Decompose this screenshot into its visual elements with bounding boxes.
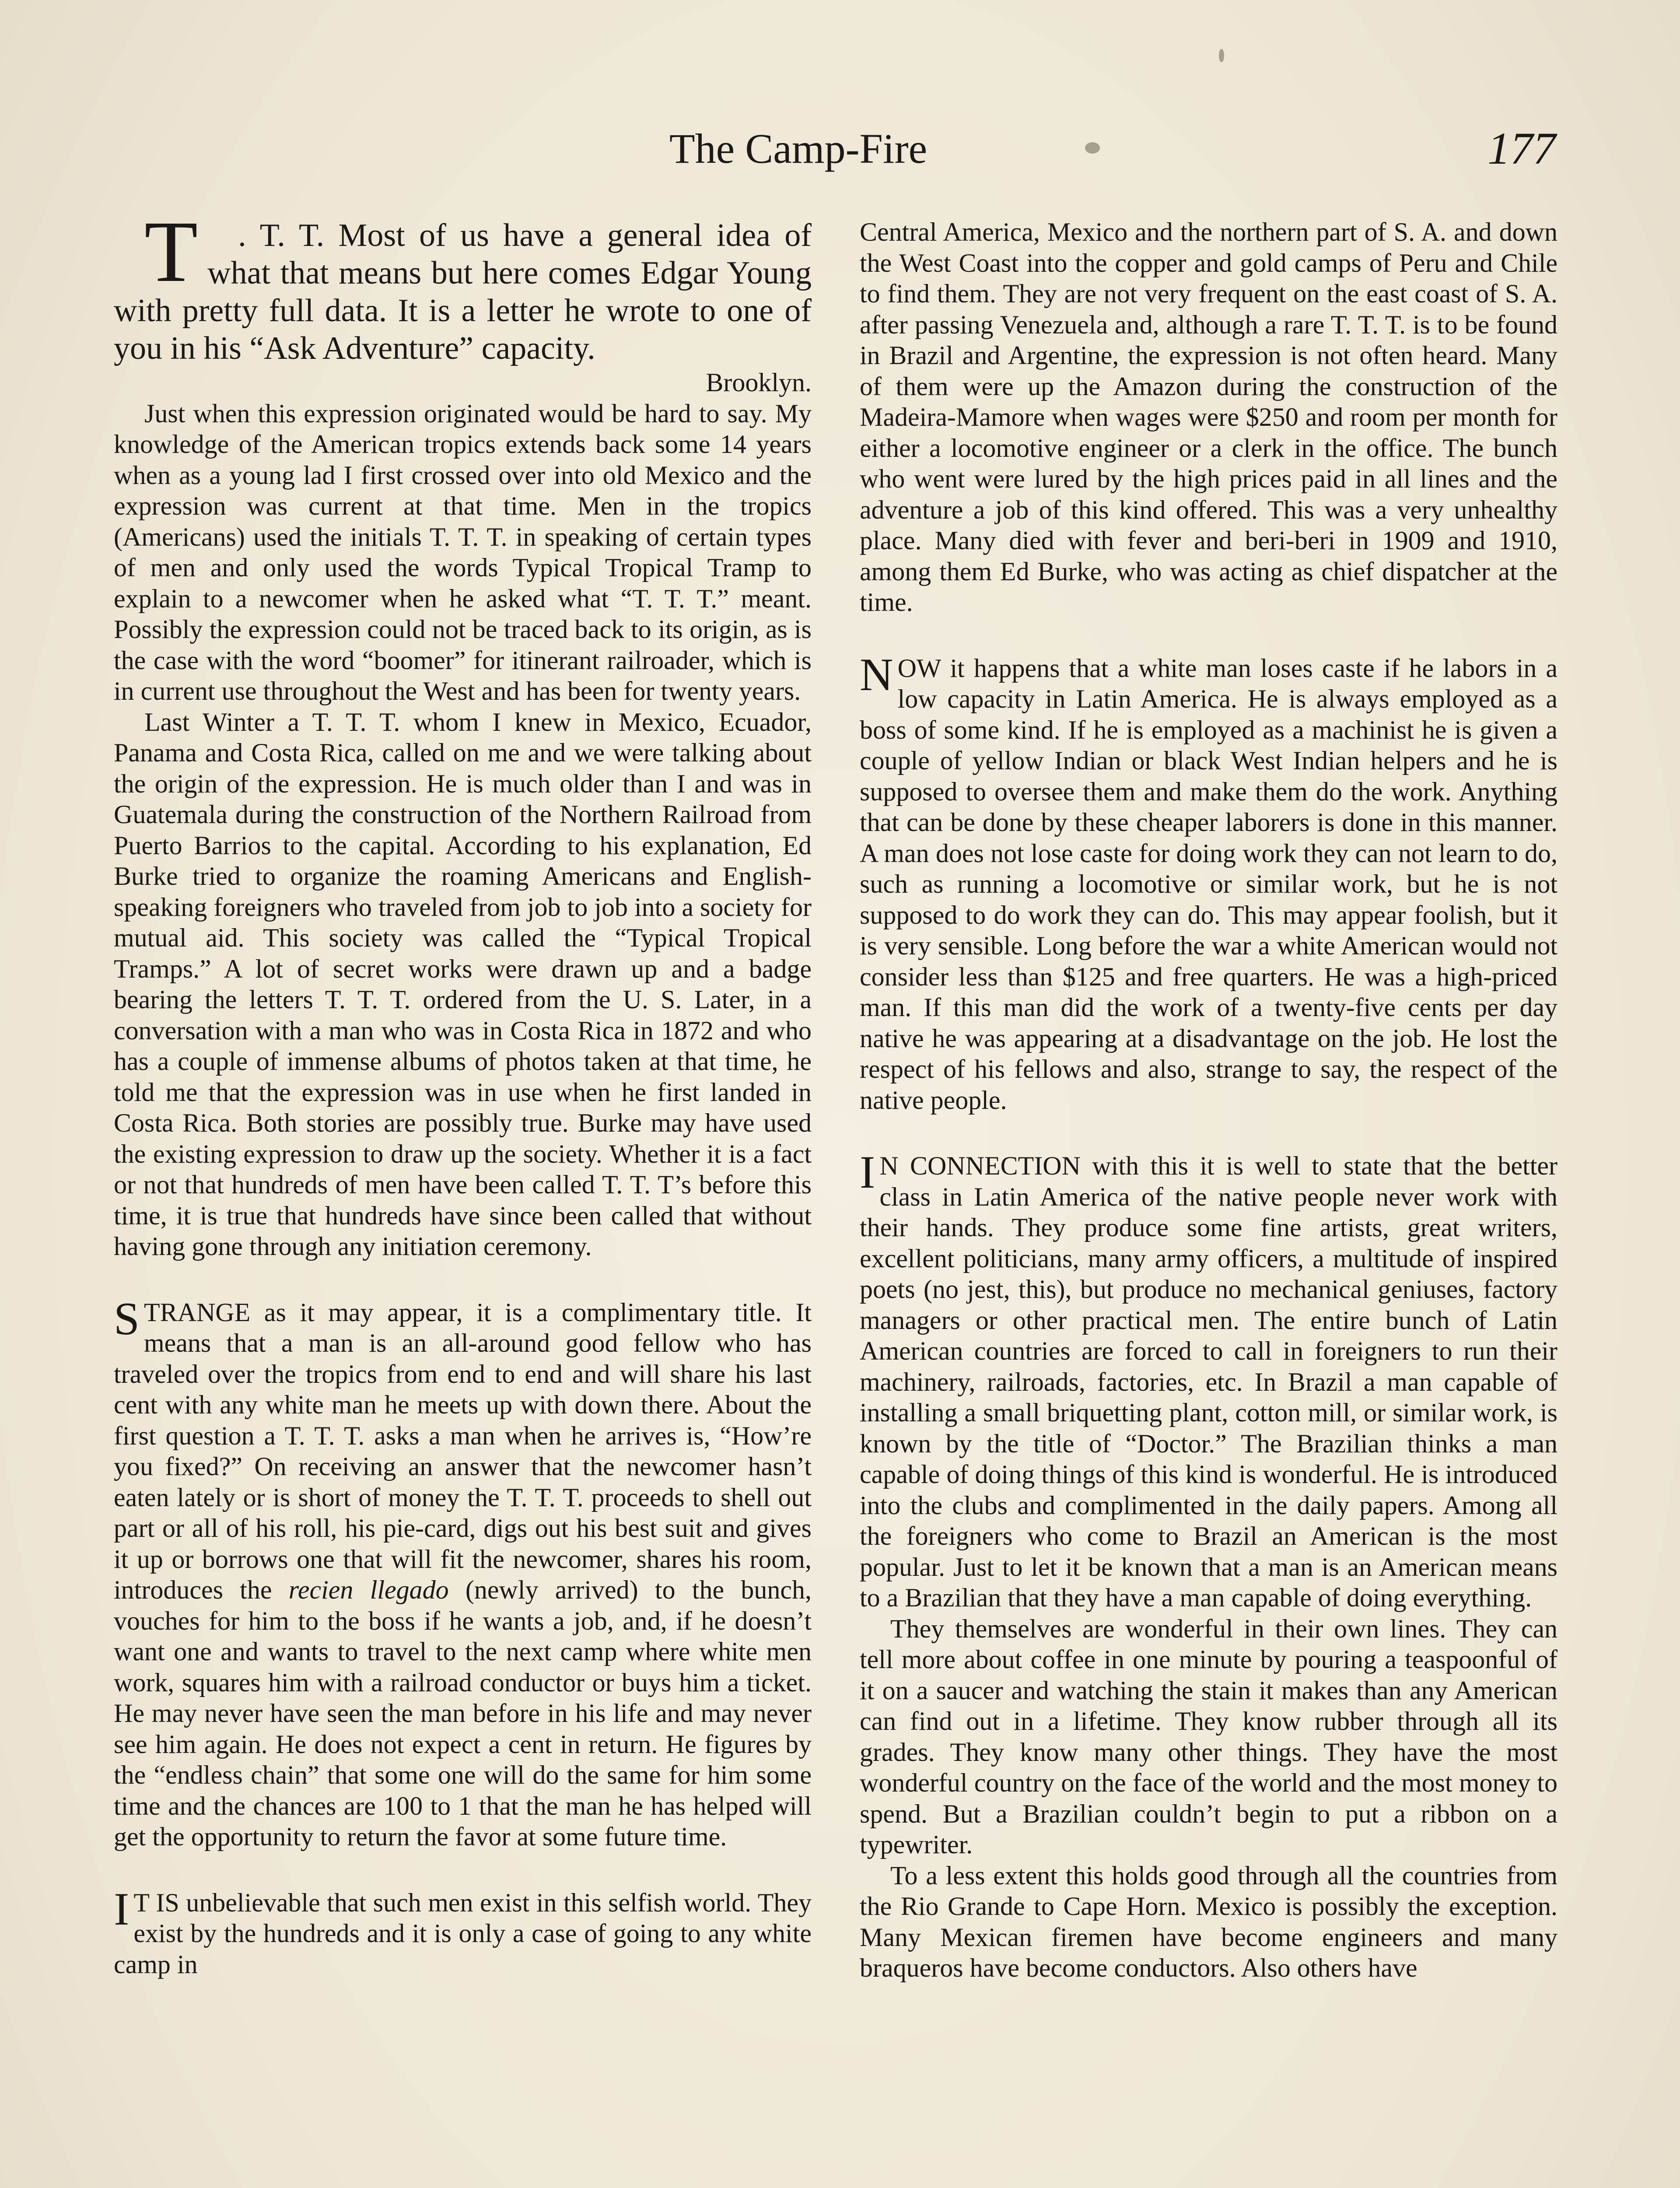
section-initial: N	[860, 649, 893, 700]
section-text: TRANGE as it may appear, it is a complimentary title. It means that a man is an all-around good fellow who has traveled over the tropics from end to end and will share his last cent with any white man he meets up with down there. About the first question a T. T. T. asks a man when he arrives is, “How’re you fixed?” On receiving an answer that the newcomer hasn’t eaten lately or is short of money the T. T. T. proceeds to shell out part or all of his roll, his pie-card, digs out his best suit and gives it up or borrows one that will fit the newcomer, shares his room, introduces the	[114, 1297, 812, 1604]
section-text: T IS unbelievable that such men exist in this selfish world. They exist by the hundreds and it is only a case of going to any white camp in	[114, 1888, 812, 1979]
section-text: N CONNECTION with this it is well to state that the better class in Latin America of the native people never work with their hands. They produce some fine artists, great writers, excellent politicians, many army officers, a multitude of inspired poets (no jest, this), but produce no mechanical geniuses, factory managers or other practical men. The entire bunch of Latin American countries are forced to call in foreigners to run their machinery, railroads, factories, etc. In Brazil a man capable of installing a small briquetting plant, cotton mill, or similar work, is known by the title of “Doctor.” The Brazilian thinks a man capable of doing things of this kind is wonderful. He is introduced into the clubs and complimented in the daily papers. Among all the foreigners who come to Brazil an American is the most popular. Just to let it be known that a man is an American means to a Brazilian that they have a man capable of doing everything.	[860, 1151, 1558, 1612]
intro-paragraph	[114, 203, 812, 367]
right-column	[860, 217, 1558, 1984]
section-initial: I	[860, 1147, 875, 1198]
section-text: (newly arrived) to the bunch, vouches for him to the boss if he wants a job, and, if he doesn’t want one and wants to travel to the next camp where white men work, squares him with a railroad conductor or buys him a ticket. He may never have seen the man before in his life and may never see him again. He does not expect a cent in return. He figures by the “endless chain” that some one will do the same for him some time and the chances are 100 to 1 that the man he has helped will get the opportunity to return the favor at some future time.	[114, 1575, 812, 1851]
section-initial: S	[114, 1293, 140, 1344]
page-header	[0, 120, 1680, 186]
ink-speck	[1219, 49, 1224, 62]
intro-text: . T. T. Most of us have a general idea of what that means but here comes Edgar Young with pretty full data. It is a letter he wrote to one of you in his “Ask Adventure” capacity.	[114, 217, 812, 366]
body-paragraph: They themselves are wonderful in their own lines. They can tell more about coffee in one minute by pouring a teaspoonful of it on a saucer and watching the stain it makes than any American can find out in a lifetime. They know rubber through all its grades. They know many other things. They have the most wonderful country on the face of the world and the most money to spend. But a Brazilian couldn’t begin to put a ribbon on a typewriter.	[860, 1614, 1558, 1859]
section-paragraph-strange	[114, 1293, 812, 1852]
section-initial: I	[114, 1883, 130, 1935]
section-paragraph-now	[860, 649, 1558, 1116]
left-column	[114, 203, 812, 1980]
italic-phrase: recien llegado	[288, 1575, 449, 1604]
section-paragraph-connection	[860, 1147, 1558, 1613]
running-title: The Camp-Fire	[669, 125, 928, 172]
drop-cap: T	[144, 203, 198, 300]
body-paragraph: Last Winter a T. T. T. whom I knew in Mexico, Ecuador, Panama and Costa Rica, called on me and we were talking about the origin of the expression. He is much older than I and was in Guatemala during the construction of the Northern Railroad from Puerto Barrios to the capital. According to his explanation, Ed Burke tried to organize the roaming Americans and English-speaking foreigners who traveled from job to job into a society for mutual aid. This society was called the “Typical Tropical Tramps.” A lot of secret works were drawn up and a badge bearing the letters T. T. T. ordered from the U. S. Later, in a conversation with a man who was in Costa Rica in 1872 and who has a couple of immense albums of photos taken at that time, he told me that the expression was in use when he first landed in Costa Rica. Both stories are possibly true. Burke may have used the existing expression to draw up the society. Whether it is a fact or not that hundreds of men have been called T. T. T’s before this time, it is true that hundreds have since been called that without having gone through any initiation ceremony.	[114, 707, 812, 1261]
body-paragraph: To a less extent this holds good through all the countries from the Rio Grande to Cape Horn. Mexico is possibly the exception. Many Mexican firemen have become engineers and many braqueros have become conductors. Also others have	[860, 1861, 1558, 1982]
dateline: Brooklyn.	[706, 368, 812, 397]
section-text: OW it happens that a white man loses caste if he labors in a low capacity in Latin America. He is always employed as a boss of some kind. If he is employed as a machinist he is given a couple of yellow Indian or black West Indian helpers and he is supposed to oversee them and make them do the work. Anything that can be done by these cheaper laborers is done in this manner. A man does not lose caste for doing work they can not learn to do, such as running a locomotive or similar work, but he is not supposed to do work they can do. This may appear foolish, but it is very sensible. Long before the war a white American would not consider less than $125 and free quarters. He was a high-priced man. If this man did the work of a twenty-five cents per day native he was appearing at a disadvantage on the job. He lost the respect of his fellows and also, strange to say, the respect of the native people.	[860, 653, 1558, 1115]
continued-paragraph: Central America, Mexico and the northern part of S. A. and down the West Coast into the copper and gold camps of Peru and Chile to find them. They are not very frequent on the east coast of S. A. after passing Venezuela and, although a rare T. T. T. is to be found in Brazil and Argentine, the expression is not often heard. Many of them were up the Amazon during the construction of the Madeira-Mamore when wages were $250 and room per month for either a locomotive engineer or a clerk in the office. The bunch who went were lured by the high prices paid in all lines and the adventure a job of this kind offered. This was a very unhealthy place. Many died with fever and beri-beri in 1909 and 1910, among them Ed Burke, who was acting as chief dispatcher at the time.	[860, 217, 1558, 617]
page-number: 177	[1488, 123, 1556, 174]
body-paragraph: Just when this expression originated would be hard to say. My knowledge of the American tropics extends back some 14 years when as a young lad I first crossed over into old Mexico and the expression was current at that time. Men in the tropics (Americans) used the initials T. T. T. in speaking of certain types of men and only used the words Typical Tropical Tramp to explain to a newcomer when he asked what “T. T. T.” meant. Possibly the expression could not be traced back to its origin, as is the case with the word “boomer” for itinerant railroader, which is in current use throughout the West and has been for twenty years.	[114, 399, 812, 705]
section-paragraph-unbelievable	[114, 1883, 812, 1980]
